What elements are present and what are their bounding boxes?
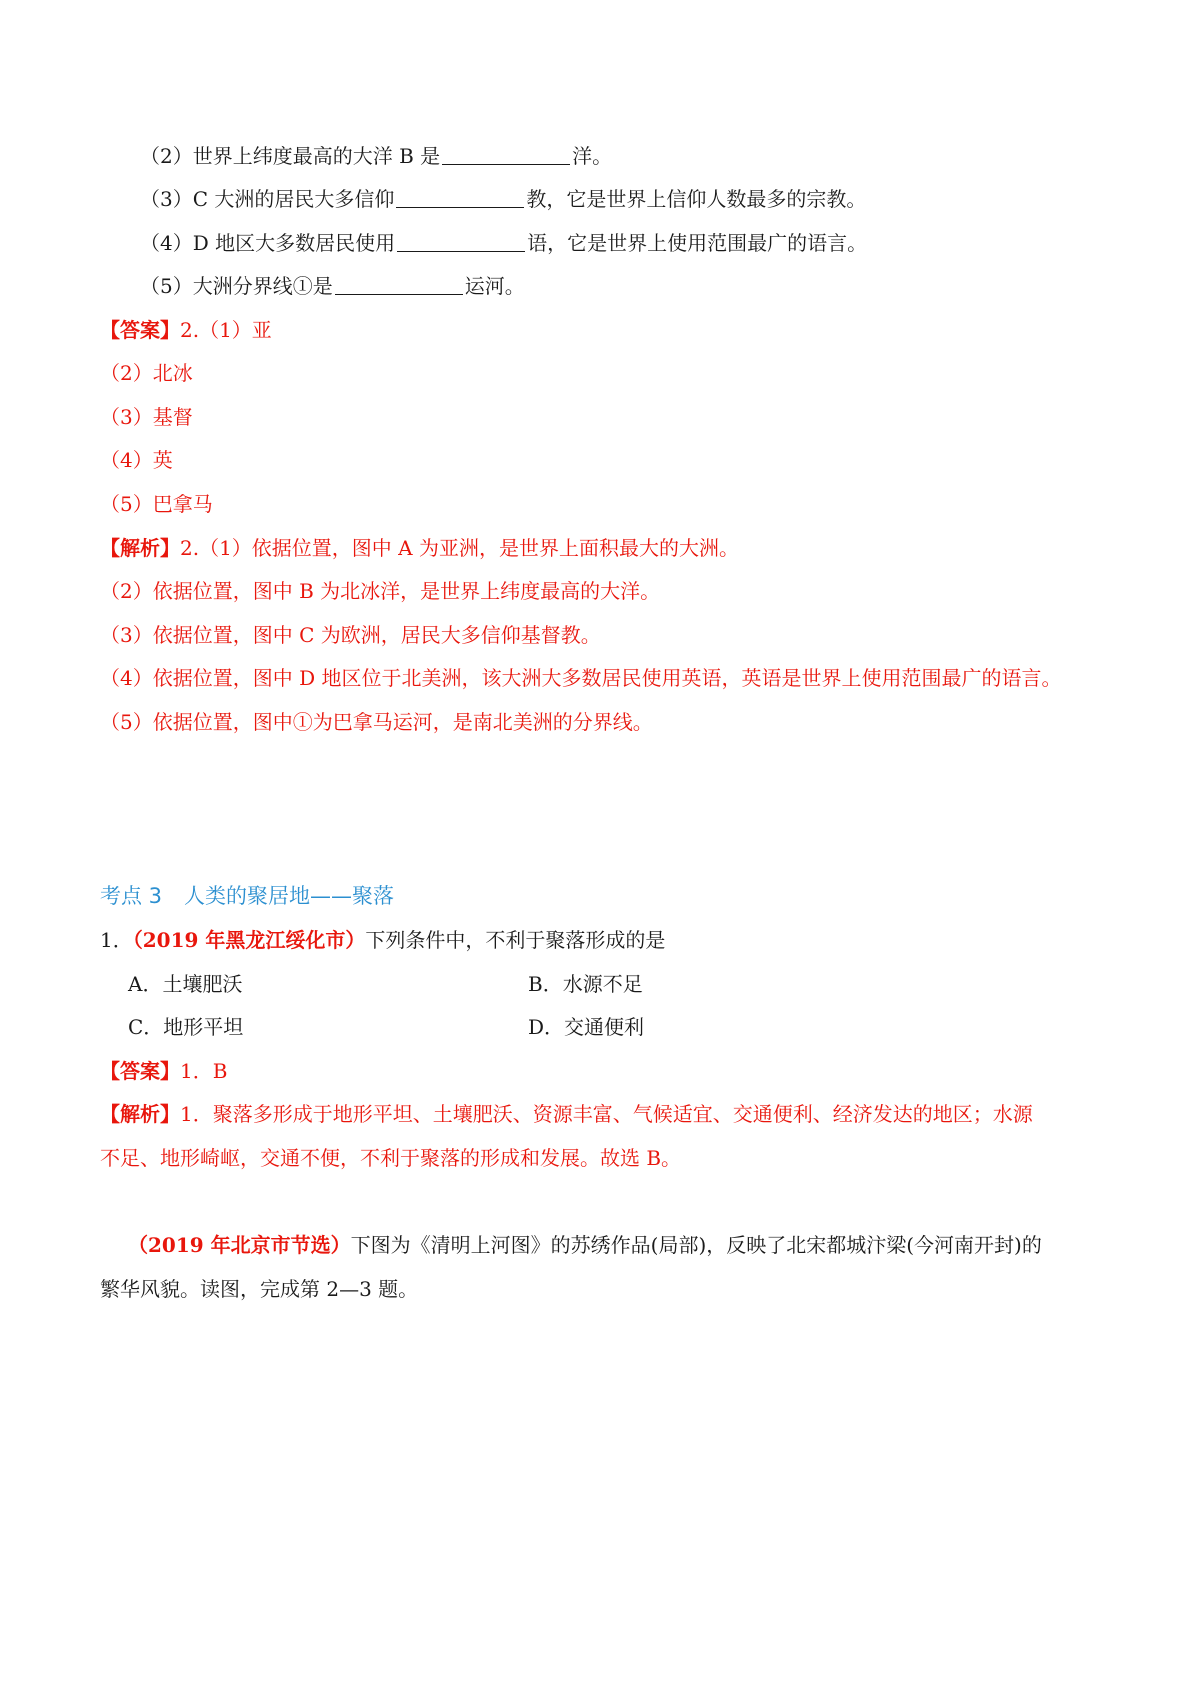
analysis-2-item: （5）依据位置，图中①为巴拿马运河，是南北美洲的分界线。 bbox=[100, 710, 653, 734]
intro-2-3 bbox=[128, 1231, 1042, 1259]
analysis-2-item: （2）依据位置，图中 B 为北冰洋，是世界上纬度最高的大洋。 bbox=[100, 579, 661, 603]
answer-2-item: （3）基督 bbox=[100, 405, 193, 429]
option-a: A．土壤肥沃 bbox=[128, 972, 243, 996]
question-text: 教，它是世界上信仰人数最多的宗教。 bbox=[526, 187, 867, 211]
question-text: （3）C 大洲的居民大多信仰 bbox=[140, 187, 395, 211]
analysis-text: 2.（1）依据位置，图中 A 为亚洲，是世界上面积最大的大洲。 bbox=[180, 536, 739, 560]
analysis-2 bbox=[100, 534, 739, 562]
analysis-label: 【解析】 bbox=[100, 536, 180, 560]
question-1 bbox=[100, 926, 665, 954]
question-text: 洋。 bbox=[572, 144, 613, 168]
question-2-2 bbox=[140, 142, 612, 170]
section-heading bbox=[100, 882, 394, 910]
answer-2-item: （4）英 bbox=[100, 448, 173, 472]
analysis-label: 【解析】 bbox=[100, 1102, 180, 1126]
analysis-1 bbox=[100, 1100, 1033, 1128]
analysis-2-item: （4）依据位置，图中 D 地区位于北美洲，该大洲大多数居民使用英语，英语是世界上使用范围最广的语言。 bbox=[100, 666, 1062, 690]
answer-blank bbox=[442, 144, 570, 165]
option-b: B．水源不足 bbox=[528, 972, 643, 996]
analysis-1-continued: 不足、地形崎岖，交通不便，不利于聚落的形成和发展。故选 B。 bbox=[100, 1146, 682, 1170]
answer-2 bbox=[100, 316, 272, 344]
answer-text: 1．B bbox=[180, 1059, 228, 1083]
question-2-4 bbox=[140, 229, 867, 257]
question-2-3 bbox=[140, 185, 866, 213]
answer-blank bbox=[397, 231, 525, 252]
answer-2-item: （2）北冰 bbox=[100, 361, 193, 385]
analysis-text: 1．聚落多形成于地形平坦、土壤肥沃、资源丰富、气候适宜、交通便利、经济发达的地区；水源 bbox=[180, 1102, 1033, 1126]
option-c: C．地形平坦 bbox=[128, 1015, 244, 1039]
answer-1 bbox=[100, 1057, 227, 1085]
question-2-5 bbox=[140, 272, 525, 300]
intro-2-3-continued: 繁华风貌。读图，完成第 2—3 题。 bbox=[100, 1277, 419, 1301]
answer-label: 【答案】 bbox=[100, 1059, 180, 1083]
analysis-2-item: （3）依据位置，图中 C 为欧洲，居民大多信仰基督教。 bbox=[100, 623, 601, 647]
question-stem: 下列条件中，不利于聚落形成的是 bbox=[365, 928, 666, 952]
question-source: （2019 年黑龙江绥化市） bbox=[132, 928, 366, 952]
question-number: 1． bbox=[100, 928, 133, 952]
answer-label: 【答案】 bbox=[100, 318, 180, 342]
question-text: （5）大洲分界线①是 bbox=[140, 274, 333, 298]
answer-blank bbox=[335, 274, 463, 295]
question-text: （2）世界上纬度最高的大洋 B 是 bbox=[140, 144, 441, 168]
question-text: （4）D 地区大多数居民使用 bbox=[140, 231, 396, 255]
answer-blank bbox=[396, 187, 524, 208]
option-d: D．交通便利 bbox=[528, 1015, 645, 1039]
answer-text: 2.（1）亚 bbox=[180, 318, 272, 342]
section-number: 考点 3 bbox=[100, 884, 163, 908]
question-text: 语，它是世界上使用范围最广的语言。 bbox=[527, 231, 868, 255]
intro-text: 下图为《清明上河图》的苏绣作品(局部)，反映了北宋都城汴梁(今河南开封)的 bbox=[350, 1233, 1042, 1257]
question-text: 运河。 bbox=[464, 274, 525, 298]
intro-source: （2019 年北京市节选） bbox=[128, 1233, 351, 1257]
section-title: 人类的聚居地——聚落 bbox=[184, 884, 395, 908]
answer-2-item: （5）巴拿马 bbox=[100, 492, 213, 516]
